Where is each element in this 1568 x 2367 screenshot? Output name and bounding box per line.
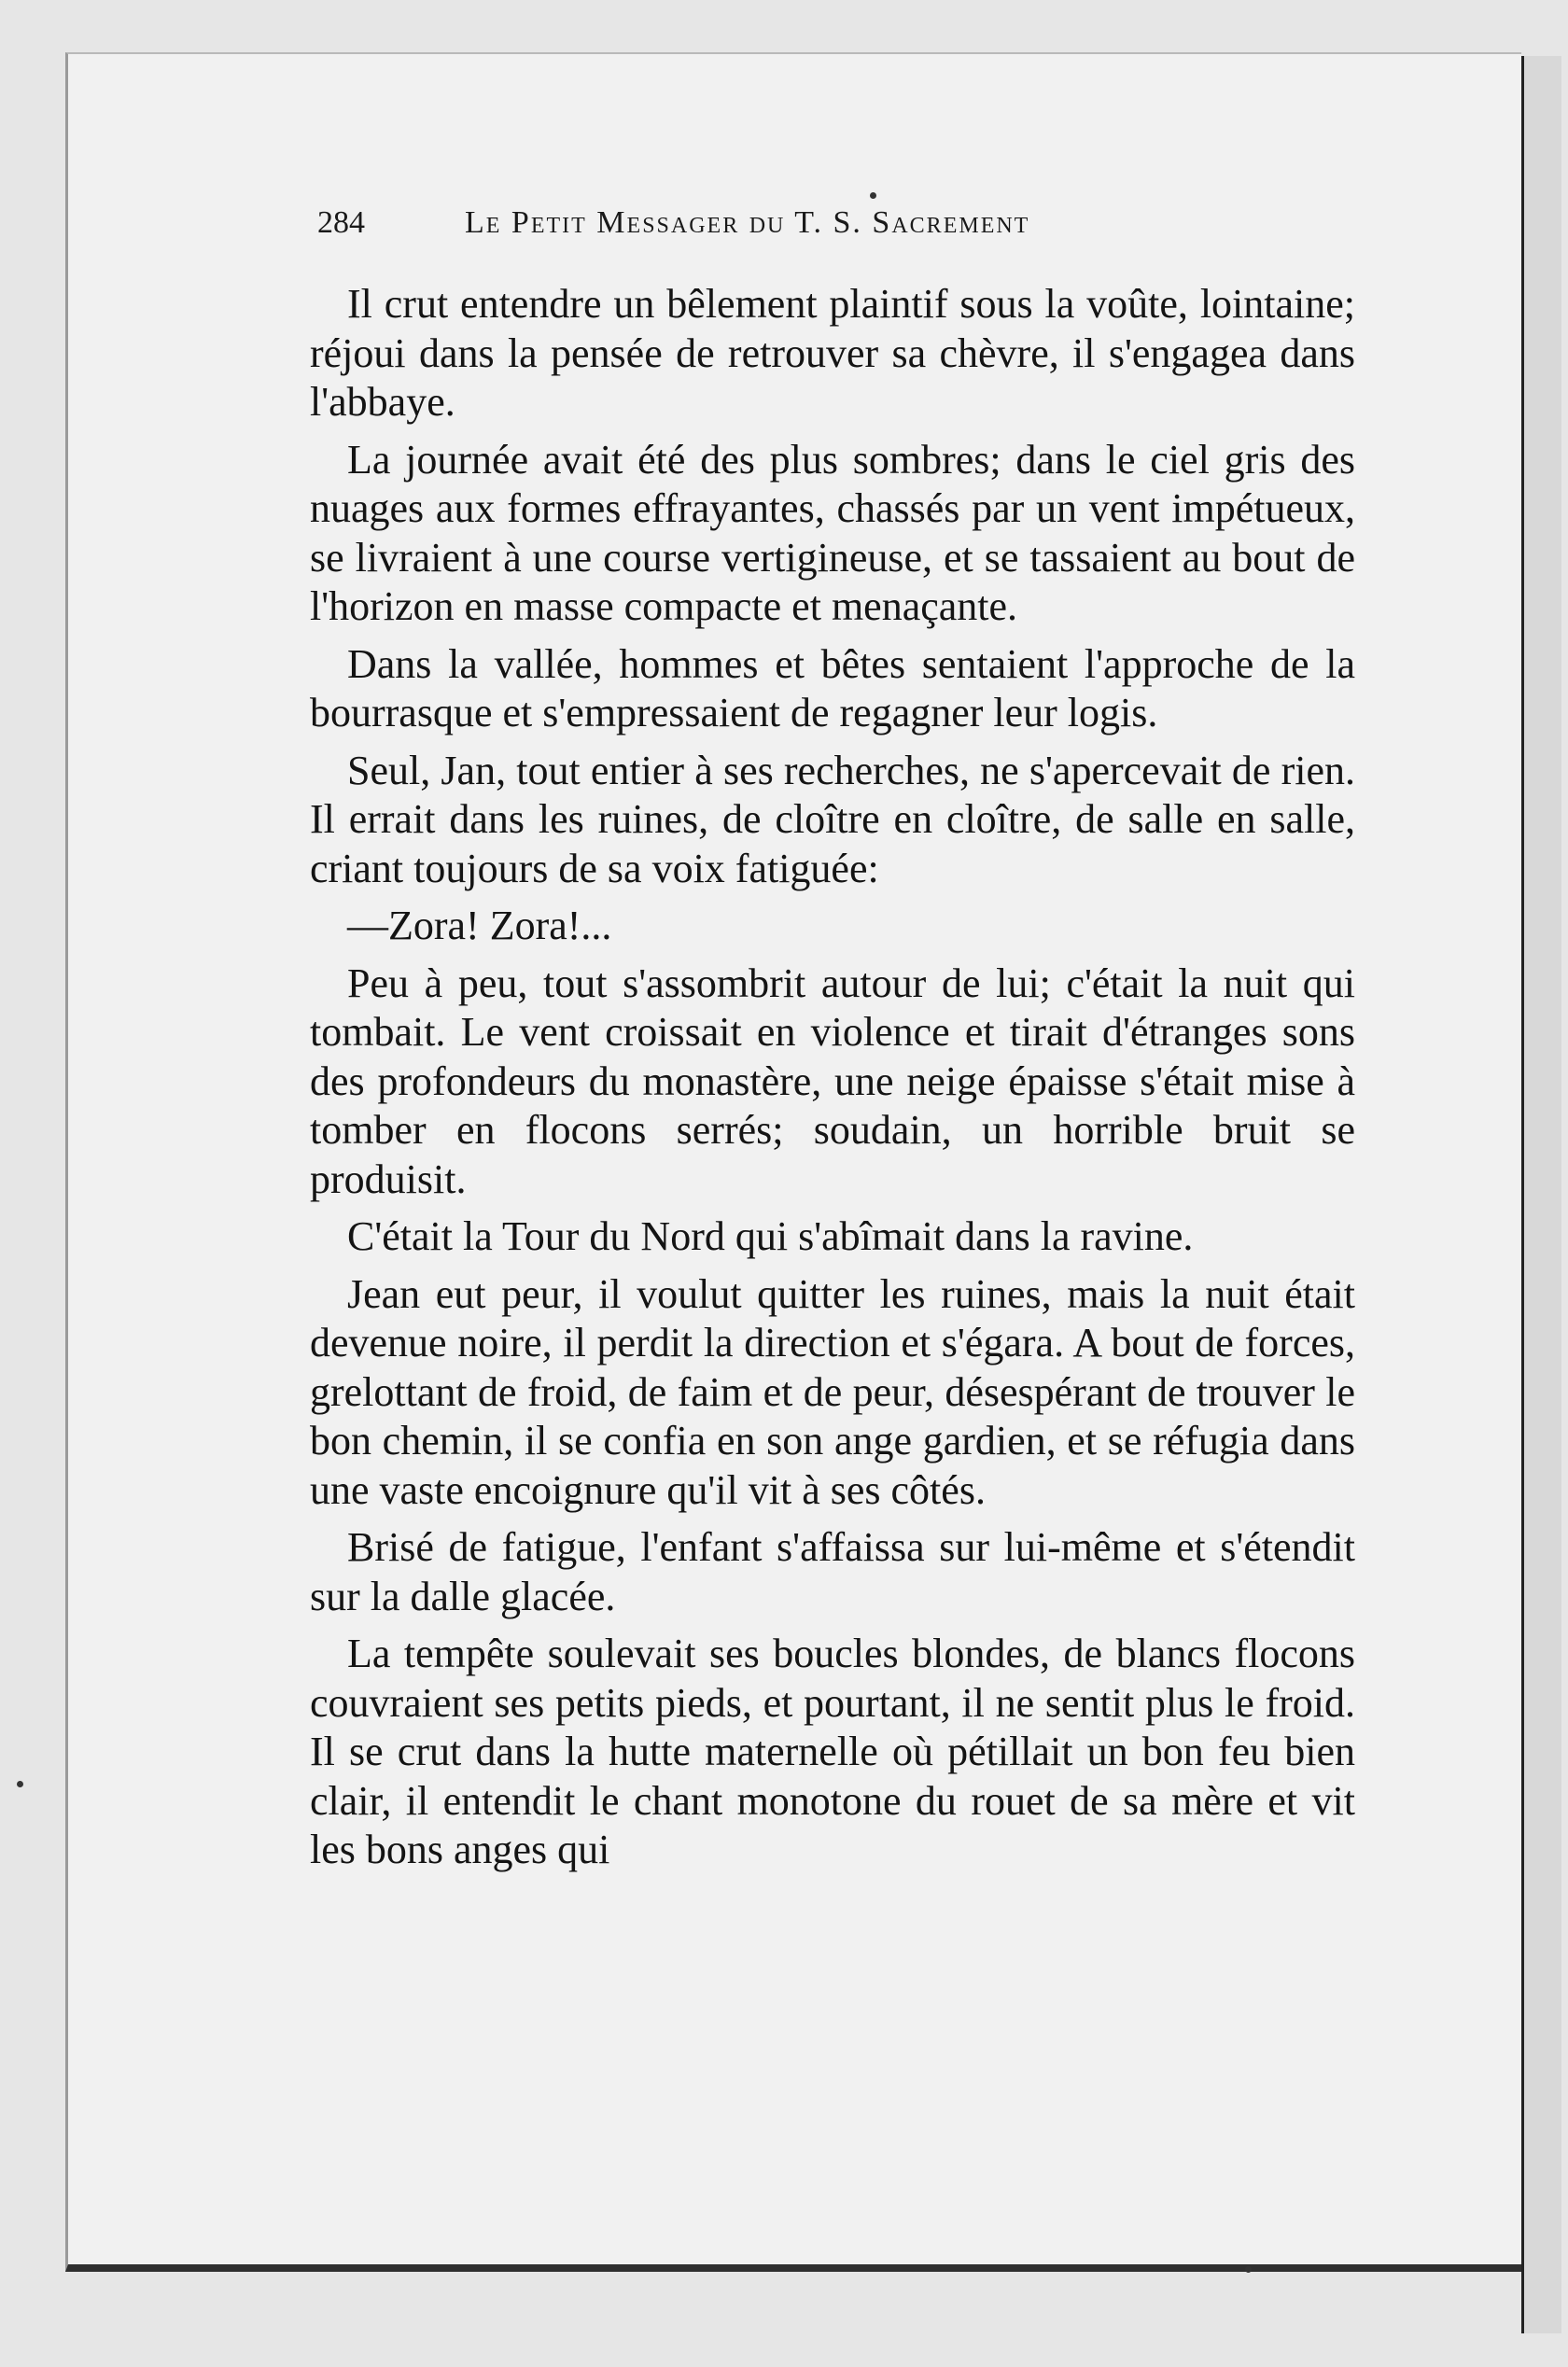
page-header — [317, 198, 1232, 254]
scan-speck — [17, 1781, 23, 1787]
paragraph: Peu à peu, tout s'assombrit autour de lui; c'était la nuit qui tombait. Le vent croissait en violence et tirait d'étranges sons des profondeurs du monastère, une neige épaisse s'était mise à tomber en flocons serrés; soudain, un horrible bruit se produisit. — [310, 959, 1355, 1202]
paragraph: Seul, Jan, tout entier à ses recherches, ne s'apercevait de rien. Il errait dans les ruines, de cloître en cloître, de salle en salle, criant toujours de sa voix fatiguée: — [310, 747, 1355, 891]
adjacent-page-edge — [1521, 56, 1561, 2333]
running-title: Le Petit Messager du T. S. Sacrement — [465, 205, 1030, 240]
paragraph: Il crut entendre un bêlement plaintif sous la voûte, lointaine; réjoui dans la pensée de retrouver sa chèvre, il s'engagea dans l'abbaye. — [310, 281, 1355, 425]
paragraph: Dans la vallée, hommes et bêtes sentaient l'approche de la bourrasque et s'empressaient de regagner leur logis. — [310, 640, 1355, 735]
paragraph: Jean eut peur, il voulut quitter les ruines, mais la nuit était devenue noire, il perdit la direction et s'égara. A bout de forces, grelottant de froid, de faim et de peur, désespérant de trouver le bon chemin, il se confia en son ange gardien, et se réfugia dans une vaste encoignure qu'il vit à ses côtés. — [310, 1270, 1355, 1513]
paragraph: La tempête soulevait ses boucles blondes, de blancs flocons couvraient ses petits pieds, et pourtant, il ne sentit plus le froid. Il se crut dans la hutte maternelle où pétillait un bon feu bien clair, il entendit le chant monotone du rouet de sa mère et vit les bons anges qui — [310, 1631, 1355, 1872]
page-number: 284 — [317, 205, 365, 240]
body-text — [310, 280, 1355, 1884]
paragraph: C'était la Tour du Nord qui s'abîmait dans la ravine. — [347, 1213, 1194, 1259]
scan-speck — [1245, 2266, 1252, 2273]
paragraph: La journée avait été des plus sombres; dans le ciel gris des nuages aux formes effrayantes, chassés par un vent impétueux, se livraient à une course vertigineuse, et se tassaient au bout de l'horizon en masse compacte et menaçante. — [310, 436, 1355, 629]
paragraph: Brisé de fatigue, l'enfant s'affaissa sur lui-même et s'étendit sur la dalle glacée. — [310, 1524, 1355, 1619]
dialogue-line: —Zora! Zora!... — [347, 903, 612, 948]
